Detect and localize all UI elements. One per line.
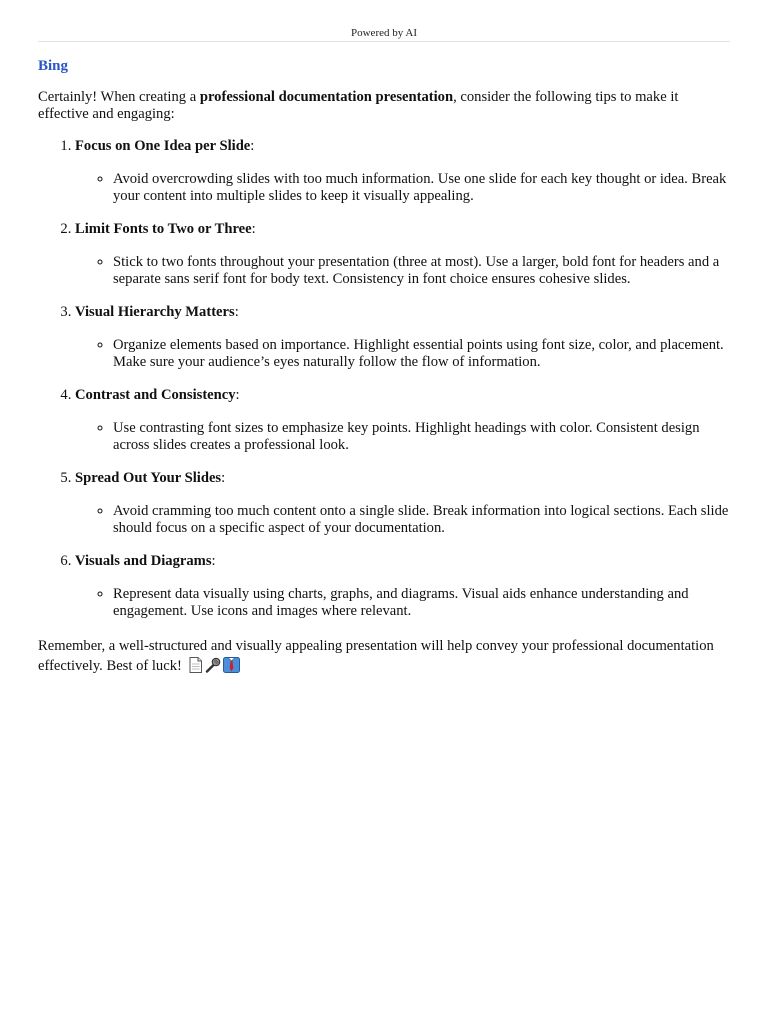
tip-title: Spread Out Your Slides (75, 470, 222, 486)
tip-title-colon: : (251, 221, 256, 237)
tip-point: ◦ Stick to two fonts throughout your presentation (three at most). Use a larger, bold font for headers and a separate sans serif font for body text. Consistency in font choice ensures cohesive slides. (113, 254, 732, 288)
tip-point: ◦ Use contrasting font sizes to emphasize key points. Highlight headings with color. Consistent design across slides creates a professional look. (113, 420, 732, 454)
tip-point: ◦ Represent data visually using charts, graphs, and diagrams. Visual aids enhance understanding and engagement. Use icons and images where relevant. (113, 586, 732, 620)
powered-by-label: Powered by AI (351, 27, 417, 39)
tip-title: Focus on One Idea per Slide (75, 138, 251, 154)
tip-title: Visuals and Diagrams (75, 553, 212, 569)
tip-point: ◦ Avoid cramming too much content onto a single slide. Break information into logical sections. Each slide should focus on a specific aspect of your documentation. (113, 503, 732, 537)
tip-title: Contrast and Consistency (75, 387, 236, 403)
tip-title-colon: : (211, 553, 216, 569)
chat-response (38, 58, 732, 676)
tip-title: Visual Hierarchy Matters (75, 304, 235, 320)
tip-item (75, 553, 732, 620)
intro-text-after: , consider the following tips to make it effective and engaging: (38, 89, 679, 122)
microphone-icon (205, 657, 221, 673)
tip-item (75, 470, 732, 537)
closing-text: Remember, a well-structured and visually appealing presentation will help convey your professional documentation effectively. Best of luck! (38, 638, 714, 674)
tip-item (75, 304, 732, 371)
tip-point: ◦ Organize elements based on importance. Highlight essential points using font size, color, and placement. Make sure your audience’s eyes naturally follow the flow of information. (113, 337, 732, 371)
page-icon (188, 657, 203, 673)
intro-paragraph (38, 89, 732, 123)
tip-title-colon: : (250, 138, 255, 154)
closing-paragraph (38, 636, 732, 676)
tip-points (75, 586, 732, 620)
tip-points (75, 337, 732, 371)
necktie-icon (223, 657, 240, 673)
tip-item (75, 387, 732, 454)
tip-point: ◦ Avoid overcrowding slides with too much information. Use one slide for each key thought or idea. Break your content into multiple slides to keep it visually appealing. (113, 171, 732, 205)
tip-points (75, 420, 732, 454)
tip-title-colon: : (234, 304, 239, 320)
intro-bold-text: professional documentation presentation (199, 89, 454, 105)
header-divider (38, 41, 730, 42)
tip-item (75, 221, 732, 288)
intro-text-before: Certainly! When creating a (38, 89, 200, 105)
tips-list (38, 138, 732, 620)
tip-title-colon: : (235, 387, 240, 403)
tip-item (75, 138, 732, 205)
tip-points (75, 254, 732, 288)
tip-points (75, 171, 732, 205)
tip-title: Limit Fonts to Two or Three (75, 221, 252, 237)
brand-name: Bing (38, 58, 69, 74)
tip-title-colon: : (221, 470, 226, 486)
tip-points (75, 503, 732, 537)
